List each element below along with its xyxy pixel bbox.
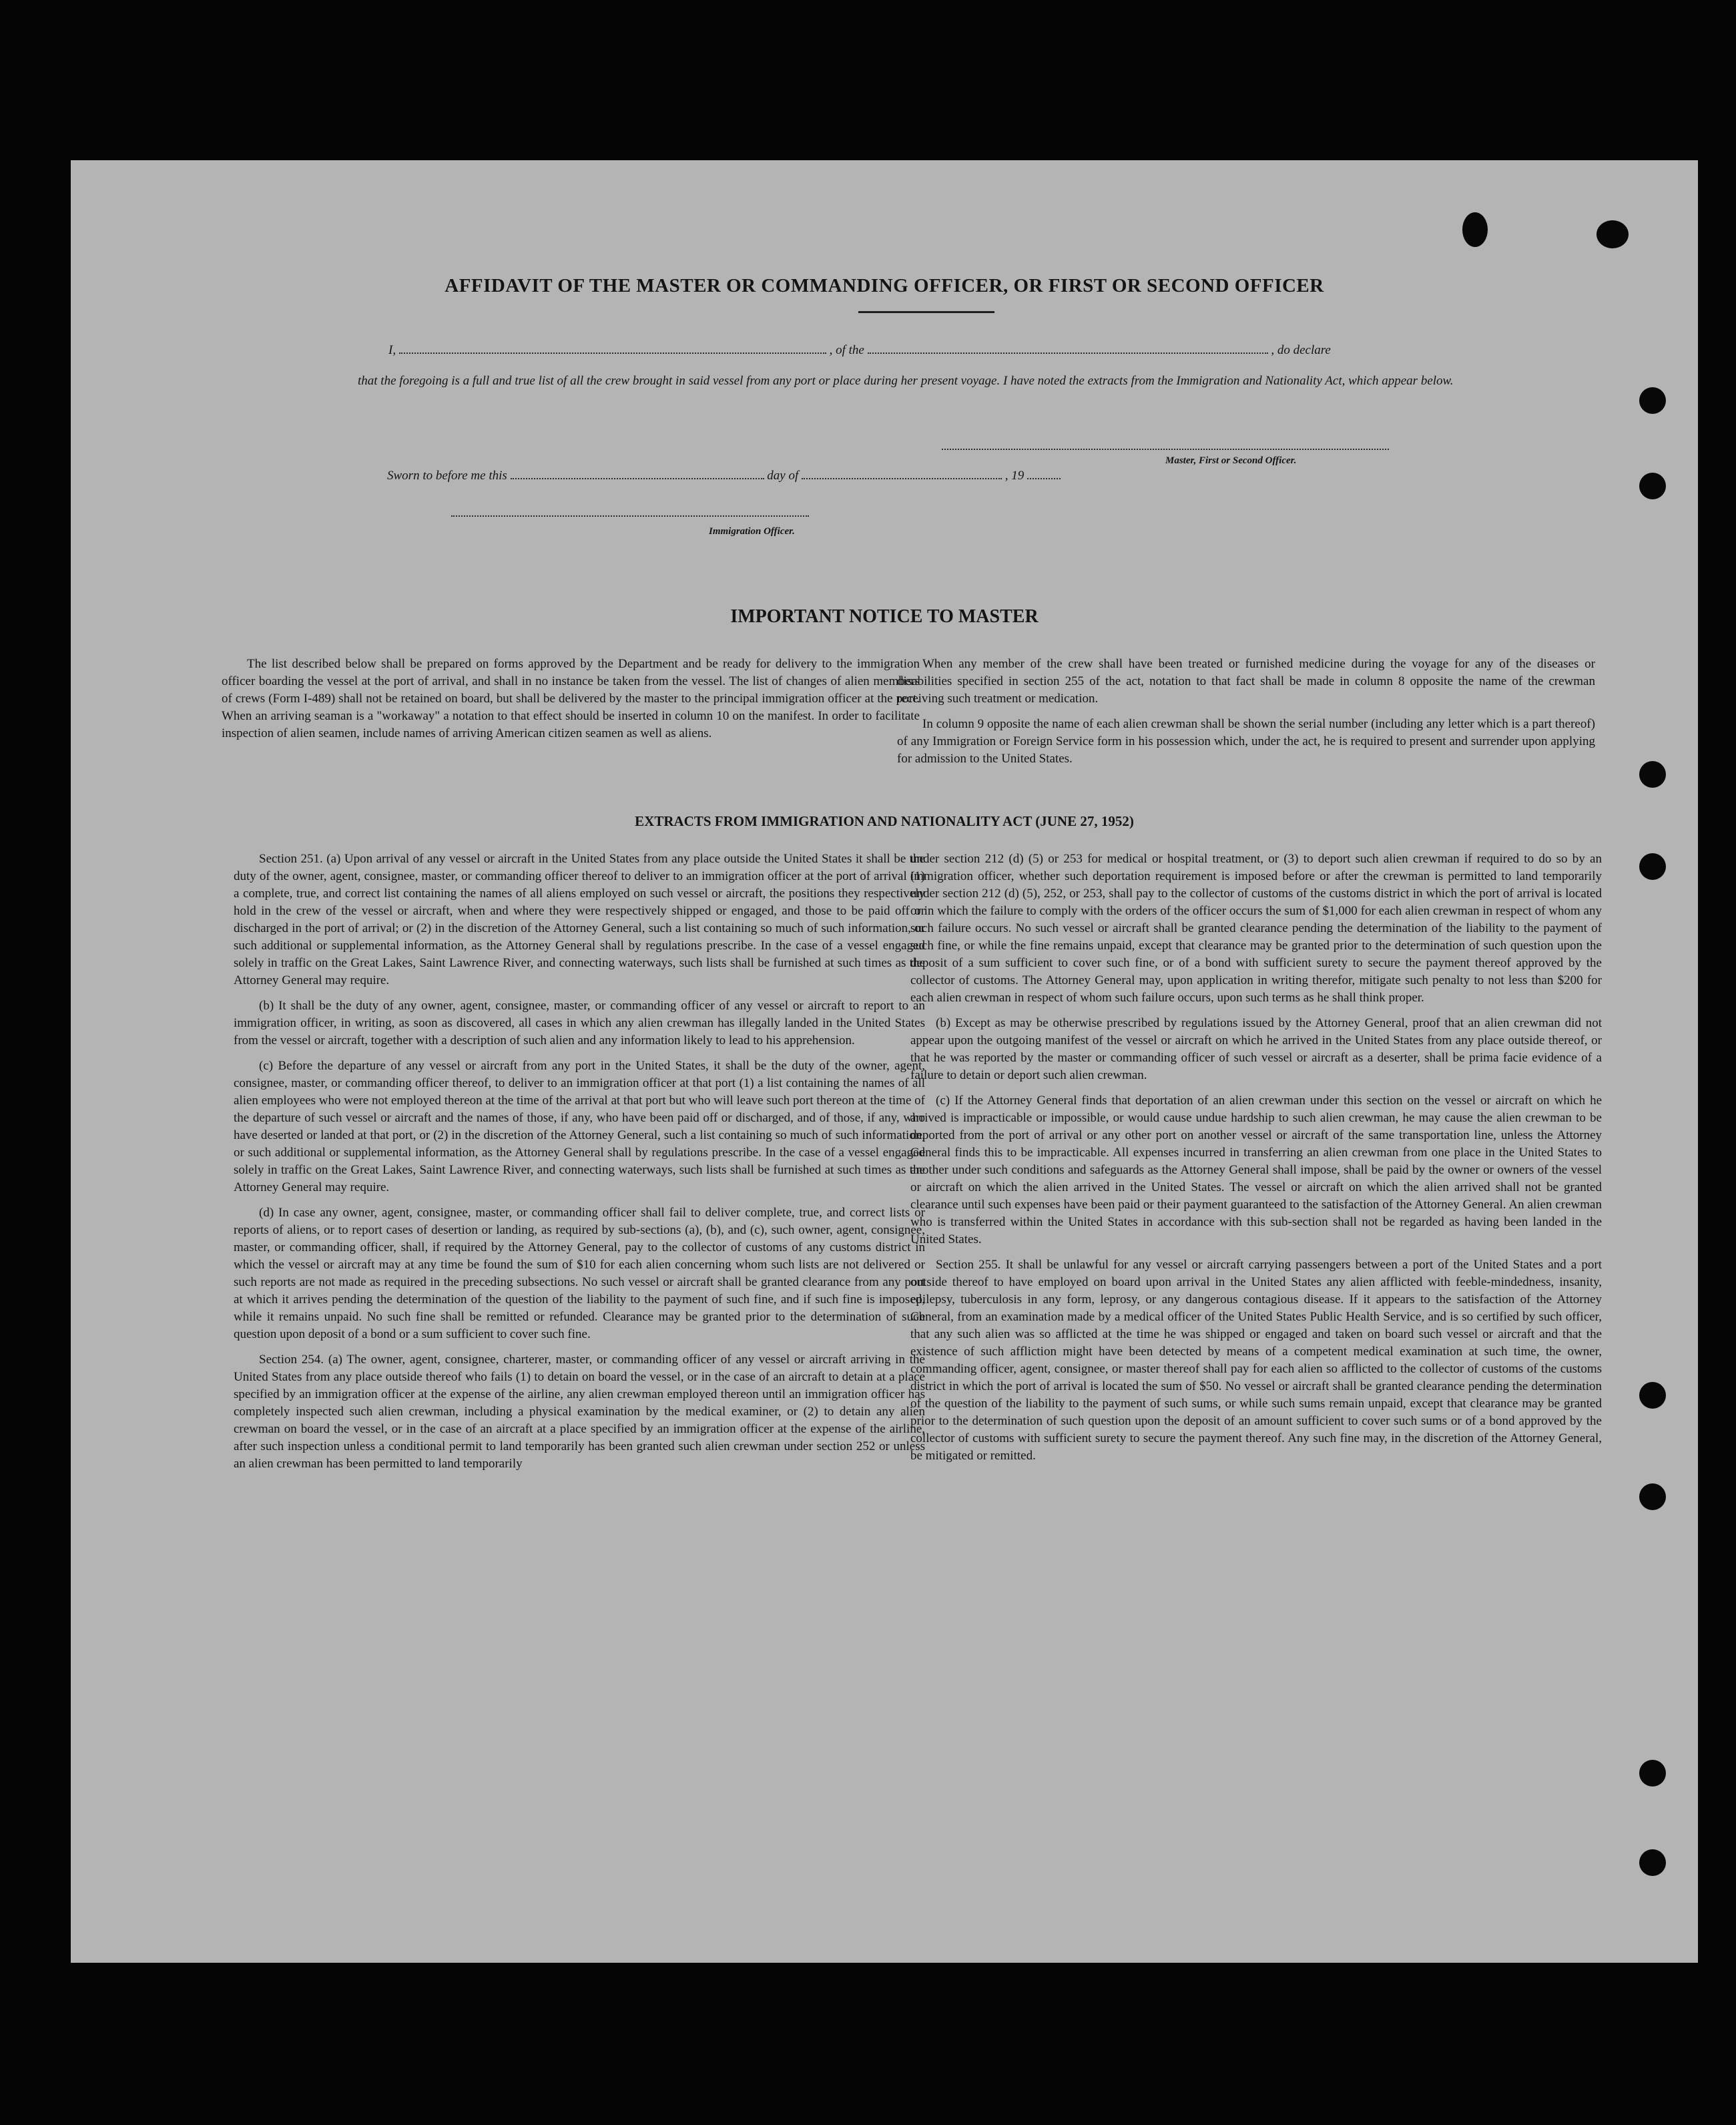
section-251-d: (d) In case any owner, agent, consignee, master, or commanding officer shall fail to deliver complete, true, and correct lists or reports of aliens, or to report cases of desertion or landing, as required by sub-sections (a), (b), and (c), such owner, agent, consignee, master, or commanding officer, shall, if required by the Attorney General, pay to the collector of customs of any customs district in which the vessel or aircraft may at any time be found the sum of $10 for each alien concerning whom such lists are not delivered or such reports are not made as required in the preceding subsections. No such vessel or aircraft shall be granted clearance from any port at which it arrives pending the determination of the question of the liability to the payment of such fine, and if such fine is imposed, while it remains unpaid. No such fine shall be remitted or refunded. Clearance may be granted prior to the determination of such question upon deposit of a bond or a sum sufficient to cover such fine. (234, 1206, 925, 1341)
notice-title: IMPORTANT NOTICE TO MASTER (730, 606, 1039, 627)
affidavit-title: AFFIDAVIT OF THE MASTER OR COMMANDING OFFICER, OR FIRST OR SECOND OFFICER (445, 275, 1324, 296)
officer-label: Immigration Officer. (709, 526, 795, 537)
punch-hole (1639, 1382, 1666, 1409)
punch-hole (1639, 1849, 1666, 1876)
of-the-label: , of the (829, 343, 864, 357)
section-251-b: (b) It shall be the duty of any owner, agent, consignee, master, or commanding officer of any vessel or aircraft to report to an immigration officer, in writing, as soon as discovered, all cases in which any alien crewman has illegally landed in the United States from the vessel or aircraft, together with a description of such alien and any information likely to lead to his apprehension. (234, 999, 925, 1047)
extracts-right-column (910, 851, 1602, 1473)
punch-hole (1639, 473, 1666, 499)
vessel-field[interactable] (868, 352, 1268, 354)
i-label: I, (388, 343, 396, 357)
declaration-text: that the foregoing is a full and true list of all the crew brought in said vessel from any port or place during her present voyage. I have noted the extracts from the Immigration and Nationality Act, which appear below. (358, 374, 1454, 388)
punch-hole (1639, 1760, 1666, 1787)
punch-hole (1639, 1483, 1666, 1510)
notice-right-text-2: In column 9 opposite the name of each alien crewman shall be shown the serial number (including any letter which is a part thereof) of any Immigration or Foreign Service form in his possession which, under the act, he is required to present and surrender upon applying for admission to the United States. (897, 717, 1595, 766)
declaration-line (388, 343, 1331, 358)
officer-signature-field[interactable] (451, 515, 809, 517)
extracts-title: EXTRACTS FROM IMMIGRATION AND NATIONALITY ACT (JUNE 27, 1952) (635, 813, 1134, 829)
sworn-day-field[interactable] (511, 478, 764, 479)
section-251-c: (c) Before the departure of any vessel or aircraft from any port in the United States, it shall be the duty of the owner, agent, consignee, master, or commanding officer thereof, to deliver to an immigration officer at that port (1) a list containing the names of all alien employees who were not employed thereon at the time of the arrival at that port but who will leave such port thereon at the time of the departure of such vessel or aircraft and the names of those, if any, who have been paid off or discharged, and of those, if any, who have deserted or landed at that port, or (2) in the discretion of the Attorney General, such a list containing so much of such information, or such additional or supplemental information, as the Attorney General shall by regulations prescribe. In the case of a vessel engaged solely in traffic on the Great Lakes, Saint Lawrence River, and connecting waterways, such lists shall be furnished at such times as the Attorney General may require. (234, 1059, 925, 1194)
punch-hole (1639, 761, 1666, 788)
punch-hole (1597, 220, 1629, 248)
document-page (71, 160, 1698, 1963)
section-254-a: Section 254. (a) The owner, agent, consignee, charterer, master, or commanding officer of any vessel or aircraft arriving in the United States from any place outside thereof who fails (1) to detain on board the vessel, or in the case of an aircraft to detain at a place specified by an immigration officer at the expense of the airline, any alien crewman employed thereon until an immigration officer has completely inspected such alien crewman, including a physical examination by the medical examiner, or (2) to detain any alien crewman on board the vessel, or in the case of an aircraft at a place specified by an immigration officer at the expense of the airline, after such inspection unless a conditional permit to land temporarily has been granted such alien crewman under section 252 or unless an alien crewman has been permitted to land temporarily (234, 1353, 925, 1471)
name-field[interactable] (399, 352, 826, 354)
notice-right-text-1: When any member of the crew shall have been treated or furnished medicine during the voyage for any of the diseases or disabilities specified in section 255 of the act, notation to that fact shall be made in column 8 opposite the name of the crewman receiving such treatment or medication. (897, 657, 1595, 706)
title-underline (858, 311, 994, 313)
signature-field[interactable] (942, 449, 1389, 450)
punch-hole (1639, 853, 1666, 880)
year-label: , 19 (1004, 469, 1025, 483)
section-254-b: (b) Except as may be otherwise prescribed by regulations issued by the Attorney General, proof that an alien crewman did not appear upon the outgoing manifest of the vessel or aircraft on which he arrived in the United States from any place outside thereof, or that he was reported by the master or commanding officer of such vessel or aircraft as a deserter, shall be prima facie evidence of a failure to detain or deport such alien crewman. (910, 1016, 1602, 1082)
notice-left-text: The list described below shall be prepared on forms approved by the Department and be ready for delivery to the immigration officer boarding the vessel at the port of arrival, and shall in no instance be taken from the vessel. The list of changes of alien members of crews (Form I-489) shall not be retained on board, but shall be delivered by the master to the principal immigration officer at the port. When an arriving seaman is a "workaway" a notation to that effect should be inserted in column 10 on the manifest. In order to facilitate inspection of alien seamen, include names of arriving American citizen seamen as well as aliens. (222, 657, 920, 740)
sworn-year-field[interactable] (1027, 478, 1061, 479)
notice-right-column (897, 656, 1595, 776)
day-of-label: day of (767, 469, 799, 483)
punch-hole (1639, 387, 1666, 414)
extracts-left-column (234, 851, 925, 1481)
signature-label: Master, First or Second Officer. (1165, 455, 1297, 466)
section-255: Section 255. It shall be unlawful for any vessel or aircraft carrying passengers between a port of the United States and a port outside thereof to have employed on board upon arrival in the United States any alien afflicted with feeble-mindedness, insanity, epilepsy, tuberculosis in any form, leprosy, or any dangerous contagious disease. If it appears to the satisfaction of the Attorney General, from an examination made by a medical officer of the United States Public Health Service, and is so certified by such officer, that any such alien was so afflicted at the time he was shipped or engaged and taken on board such vessel or aircraft and that the existence of such affliction might have been detected by means of a competent medical examination at such time, the owner, commanding officer, agent, consignee, or master thereof shall pay for each alien so afflicted to the collector of customs of the customs district in which the port of arrival is located the sum of $50. No vessel or aircraft shall be granted clearance pending the determination of the question of the liability to the payment of such sums, or while such sums remain unpaid, except that clearance may be granted prior to the determination of such question upon the deposit of an amount sufficient to cover such sums or of a bond approved by the collector of customs with sufficient surety to secure the payment thereof. Any such fine may, in the discretion of the Attorney General, be mitigated or remitted. (910, 1258, 1602, 1463)
punch-hole (1462, 212, 1488, 247)
section-251-a: Section 251. (a) Upon arrival of any vessel or aircraft in the United States from any place outside the United States it shall be the duty of the owner, agent, consignee, master, or commanding officer thereof to deliver to an immigration officer at the port of arrival (1) a complete, true, and correct list containing the names of all aliens employed on such vessel or aircraft, the positions they respectively hold in the crew of the vessel or aircraft, when and where they were respectively shipped or engaged, and those to be paid off or discharged in the port of arrival; or (2) in the discretion of the Attorney General, such a list containing so much of such information, or such additional or supplemental information, as the Attorney General shall by regulations prescribe. In the case of a vessel engaged solely in traffic on the Great Lakes, Saint Lawrence River, and connecting waterways, such lists shall be furnished at such times as the Attorney General may require. (234, 852, 925, 987)
sworn-line (387, 469, 1061, 483)
sworn-label: Sworn to before me this (387, 469, 507, 483)
notice-left-column (222, 656, 920, 750)
do-declare-label: , do declare (1271, 343, 1331, 357)
section-254-a-cont: under section 212 (d) (5) or 253 for medical or hospital treatment, or (3) to deport such alien crewman if required to do so by an immigration officer, whether such deportation requirement is imposed before or after the crewman is permitted to land temporarily under section 212 (d) (5), 252, or 253, shall pay to the collector of customs of the customs district in which the port of arrival is located or in which the failure to comply with the orders of the officer occurs the sum of $1,000 for each alien crewman in respect of whom any such failure occurs. No such vessel or aircraft shall be granted clearance pending the determination of the liability to the payment of such fine, or while the fine remains unpaid, except that clearance may be granted prior to the determination of such question upon the deposit of a sum sufficient to cover such fine, or of a bond with sufficient surety to secure the payment thereof approved by the collector of customs. The Attorney General may, upon application in writing therefor, mitigate such penalty to not less than $200 for each alien crewman in respect of whom such failure occurs, upon such terms as he shall think proper. (910, 852, 1602, 1005)
sworn-month-field[interactable] (802, 478, 1002, 479)
section-254-c: (c) If the Attorney General finds that deportation of an alien crewman under this section on the vessel or aircraft on which he arrived is impracticable or impossible, or would cause undue hardship to such alien crewman, he may cause the alien crewman to be deported from the port of arrival or any other port on another vessel or aircraft of the same transportation line, unless the Attorney General finds this to be impracticable. All expenses incurred in transferring an alien crewman from one place in the United States to another under such conditions and safeguards as the Attorney General shall impose, shall be paid by the owner or owners of the vessel or aircraft on which the alien arrived in the United States. The vessel or aircraft on which the alien arrived shall not be granted clearance until such expenses have been paid or their payment guaranteed to the satisfaction of the Attorney General. An alien crewman who is transferred within the United States in accordance with this sub-section shall not be regarded as having been landed in the United States. (910, 1094, 1602, 1246)
